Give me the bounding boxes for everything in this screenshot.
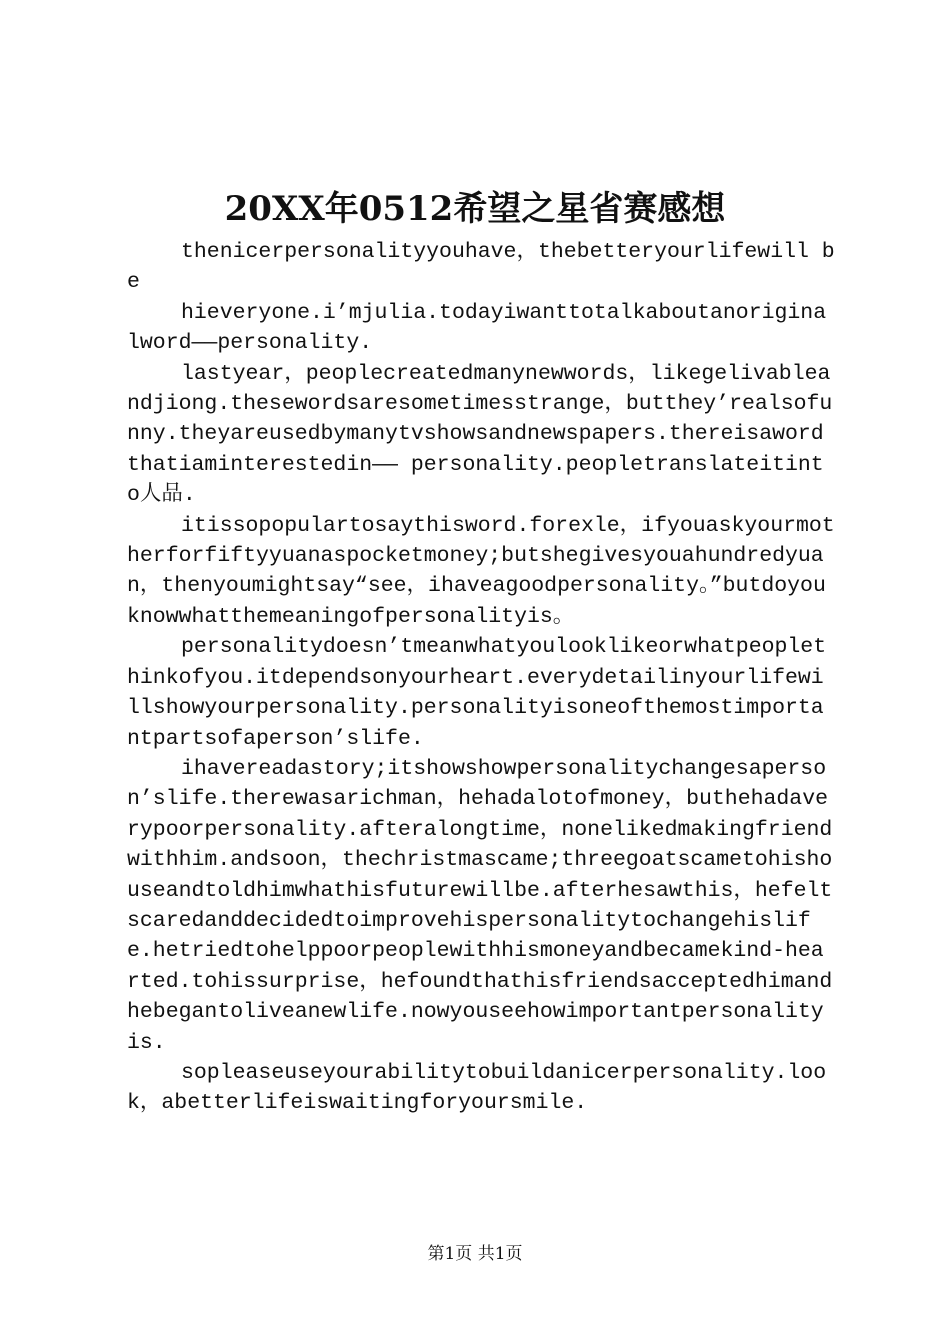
paragraph: itissopopulartosaythisword.forexle，ifyouaskyourmotherforfiftyyuanaspocketmoney;butshegivesyouahundredyuan，thenyoumightsay“see，ihaveagoodpersonality。”butdoyouknowwhatthemeaningofpersonalityis。 [127, 513, 835, 629]
document-body [127, 237, 835, 1119]
paragraph: thenicerpersonalityyouhave，thebetteryourlifewill be [127, 240, 835, 295]
paragraph: lastyear，peoplecreatedmanynewwords，likegelivableandjiong.thesewordsaresometimesstrange，butthey’realsofunny.theyareusedbymanytvshowsandnewspapers.thereisawordthatiaminterestedin—— personality.peopletranslateitinto人品. [127, 361, 833, 508]
document-title: 20XX年0512希望之星省赛感想 [224, 189, 726, 229]
paragraph: hieveryone.i’mjulia.todayiwanttotalkaboutanoriginalword——personality. [127, 300, 827, 356]
paragraph: sopleaseuseyourabilitytobuildanicerpersonality.look，abetterlifeiswaitingforyoursmile. [127, 1060, 827, 1116]
page-footer: 第1页 共1页 [427, 1244, 523, 1264]
paragraph: ihavereadastory;itshowshowpersonalitychangesaperson’slife.therewasarichman，hehadalotofmoney，buthehadaverypoorpersonality.afteralongtime，nonelikedmakingfriendwithhim.andsoon，thechristmascame;threegoatscametohishouseandtoldhimwhathisfuturewillbe.afterhesawthis，hefeltscaredanddecidedtoimprovehispersonalitytochangehislife.hetriedtohelppoorpeoplewithhismoneyandbecamekind-hearted.tohissurprise，hefoundthathisfriendsacceptedhimandhebegantoliveanewlife.nowyouseehowimportantpersonalityis. [127, 756, 833, 1055]
paragraph: personalitydoesn’tmeanwhatyoulooklikeorwhatpeoplethinkofyou.itdependsonyourheart.everydetailinyourlifewillshowyourpersonality.personalityisoneofthemostimportantpartsofaperson’slife. [127, 635, 827, 751]
